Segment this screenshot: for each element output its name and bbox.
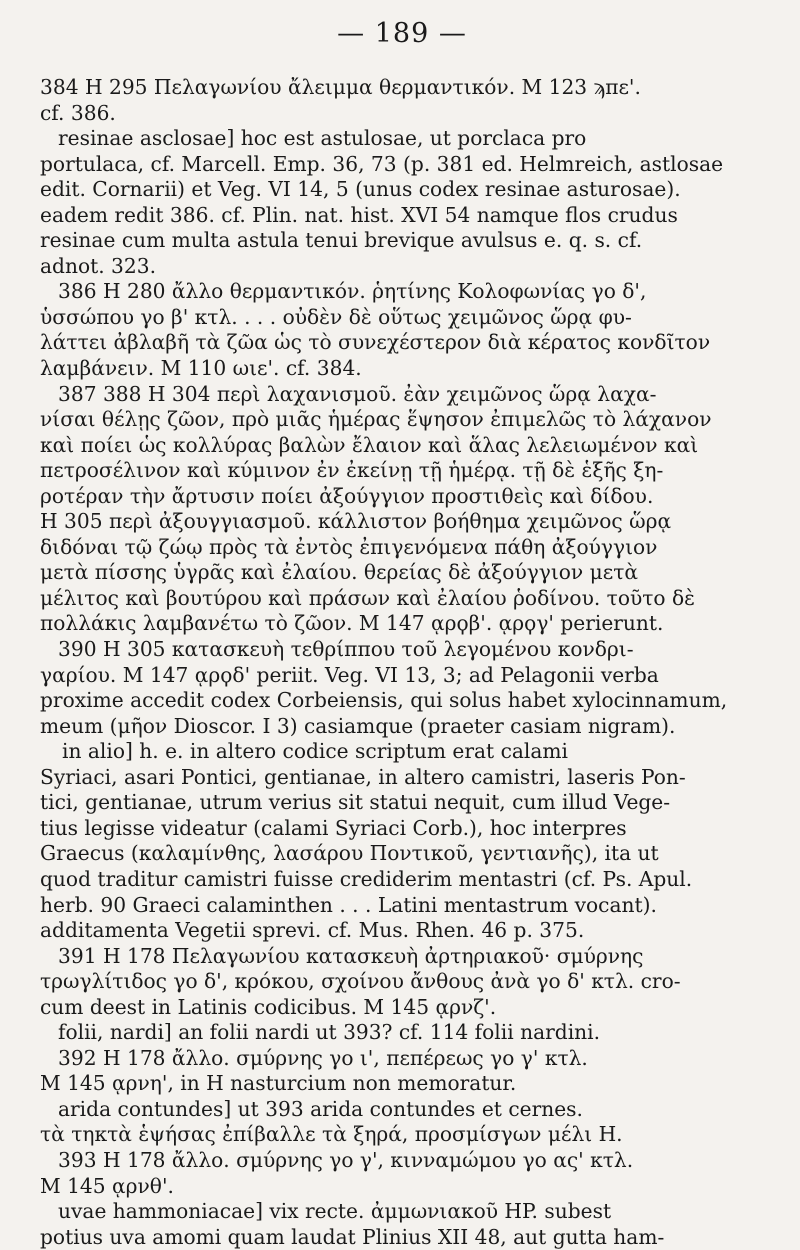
text-line: 393 H 178 ἄλλο. σμύρνης γο γ', κινναμώμου γο ας' κτλ. bbox=[58, 1147, 634, 1172]
text-line: 391 H 178 Πελαγωνίου κατασκευὴ ἀρτηριακοῦ· σμύρνης bbox=[58, 943, 644, 968]
body-text bbox=[40, 75, 764, 1250]
page-number: — 189 — bbox=[337, 18, 467, 49]
text-line: 392 H 178 ἄλλο. σμύρνης γο ι', πεπέρεως γο γ' κτλ. bbox=[58, 1045, 588, 1070]
text-line: arida contundes] ut 393 arida contundes et cernes. bbox=[58, 1096, 583, 1121]
text-line: καὶ ποίει ὡς κολλύρας βαλὼν ἔλαιον καὶ ἅλας λελειωμένον καὶ bbox=[40, 432, 699, 457]
text-line: ροτέραν τὴν ἄρτυσιν ποίει ἀξούγγιον προστιθεὶς καὶ δίδου. bbox=[40, 483, 654, 508]
text-line: cf. 386. bbox=[40, 100, 116, 125]
text-line: τρωγλίτιδος γο δ', κρόκου, σχοίνου ἄνθους ἀνὰ γο δ' κτλ. cro- bbox=[40, 969, 681, 994]
text-line: 386 H 280 ἄλλο θερμαντικόν. ῥητίνης Κολοφωνίας γο δ', bbox=[58, 279, 647, 304]
text-line: resinae asclosae] hoc est astulosae, ut porclaca pro bbox=[58, 126, 587, 151]
text-line: Graecus (καλαμίνθης, λασάρου Ποντικοῦ, γεντιανῆς), ita ut bbox=[40, 841, 659, 866]
text-line: quod traditur camistri fuisse crediderim mentastri (cf. Ps. Apul. bbox=[40, 866, 693, 891]
text-line: portulaca, cf. Marcell. Emp. 36, 73 (p. 381 ed. Helmreich, astlosae bbox=[40, 151, 724, 176]
text-line: γαρίου. M 147 ᾳρϙδ' periit. Veg. VI 13, 3; ad Pelagonii verba bbox=[40, 662, 659, 687]
text-line: ὑσσώπου γο β' κτλ. . . . οὐδὲν δὲ οὕτως χειμῶνος ὥρᾳ φυ- bbox=[40, 304, 632, 329]
text-line: uvae hammoniacae] vix recte. ἀμμωνιακοῦ HP. subest bbox=[58, 1199, 612, 1224]
text-line: νίσαι θέλῃς ζῶον, πρὸ μιᾶς ἡμέρας ἕψησον ἐπιμελῶς τὸ λάχανον bbox=[40, 407, 712, 432]
text-line: tius legisse videatur (calami Syriaci Corb.), hoc interpres bbox=[40, 815, 627, 840]
text-line: τὰ τηκτὰ ἑψήσας ἐπίβαλλε τὰ ξηρά, προσμίσγων μέλι H. bbox=[40, 1122, 623, 1147]
text-line: in alio] h. e. in altero codice scriptum erat calami bbox=[62, 739, 569, 764]
text-line: edit. Cornarii) et Veg. VI 14, 5 (unus codex resinae asturosae). bbox=[40, 177, 681, 202]
text-line: M 145 ᾳρνη', in H nasturcium non memoratur. bbox=[40, 1071, 517, 1096]
text-line: μετὰ πίσσης ὑγρᾶς καὶ ἐλαίου. θερείας δὲ ἀξούγγιον μετὰ bbox=[40, 560, 638, 585]
text-line: 387 388 H 304 περὶ λαχανισμοῦ. ἐὰν χειμῶνος ὥρᾳ λαχα- bbox=[58, 381, 657, 406]
text-line: proxime accedit codex Corbeiensis, qui solus habet xylocinnamum, bbox=[40, 688, 728, 713]
text-line: folii, nardi] an folii nardi ut 393? cf. 114 folii nardini. bbox=[58, 1020, 601, 1045]
text-line: eadem redit 386. cf. Plin. nat. hist. XVI 54 namque flos crudus bbox=[40, 202, 678, 227]
text-line: adnot. 323. bbox=[40, 253, 157, 278]
text-line: H 305 περὶ ἀξουγγιασμοῦ. κάλλιστον βοήθημα χειμῶνος ὥρᾳ bbox=[40, 509, 672, 534]
text-line: λάττει ἀβλαβῆ τὰ ζῶα ὡς τὸ συνεχέστερον διὰ κέρατος κονδῖτον bbox=[40, 330, 711, 355]
text-line: λαμβάνειν. M 110 ωιε'. cf. 384. bbox=[40, 356, 362, 381]
text-line: 384 H 295 Πελαγωνίου ἄλειμμα θερμαντικόν. M 123 ϡπε'. bbox=[40, 75, 641, 99]
text-line: potius uva amomi quam laudat Plinius XII 48, aut gutta ham- bbox=[40, 1224, 665, 1249]
text-line: πετροσέλινον καὶ κύμινον ἐν ἐκείνῃ τῇ ἡμέρᾳ. τῇ δὲ ἑξῆς ξη- bbox=[40, 458, 664, 483]
text-line: διδόναι τῷ ζώῳ πρὸς τὰ ἐντὸς ἐπιγενόμενα πάθη ἀξούγγιον bbox=[40, 534, 658, 559]
text-line: herb. 90 Graeci calaminthen . . . Latini mentastrum vocant). bbox=[40, 892, 657, 917]
text-line: M 145 ᾳρνθ'. bbox=[40, 1173, 174, 1198]
text-line: tici, gentianae, utrum verius sit statui nequit, cum illud Vege- bbox=[40, 790, 671, 815]
text-line: Syriaci, asari Pontici, gentianae, in altero camistri, laseris Pon- bbox=[40, 764, 686, 789]
text-line: πολλάκις λαμβανέτω τὸ ζῶον. M 147 ᾳρϙβ'. ᾳρϙγ' perierunt. bbox=[40, 611, 664, 636]
text-line: 390 H 305 κατασκευὴ τεθρίππου τοῦ λεγομένου κονδρι- bbox=[58, 637, 634, 662]
text-line: resinae cum multa astula tenui brevique avulsus e. q. s. cf. bbox=[40, 228, 643, 253]
text-line: additamenta Vegetii sprevi. cf. Mus. Rhen. 46 p. 375. bbox=[40, 918, 585, 943]
text-line: cum deest in Latinis codicibus. M 145 ᾳρνζ'. bbox=[40, 994, 497, 1019]
text-line: μέλιτος καὶ βουτύρου καὶ πράσων καὶ ἐλαίου ῥοδίνου. τοῦτο δὲ bbox=[40, 585, 695, 610]
text-line: meum (μῆον Dioscor. I 3) casiamque (praeter casiam nigram). bbox=[40, 713, 676, 738]
